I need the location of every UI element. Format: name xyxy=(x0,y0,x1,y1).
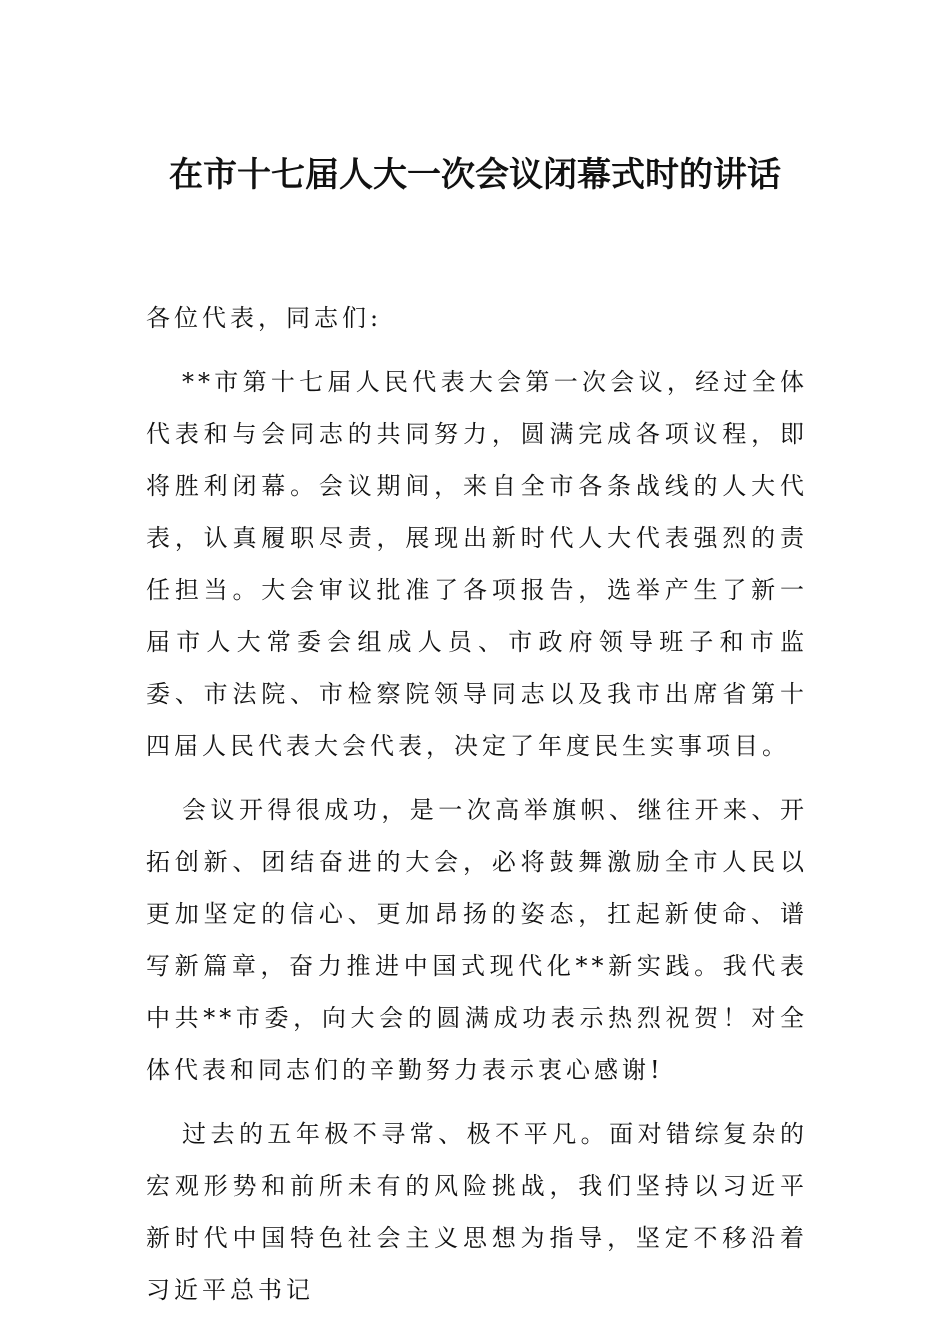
salutation: 各位代表，同志们: xyxy=(146,304,383,332)
paragraph-1: **市第十七届人民代表大会第一次会议，经过全体代表和与会同志的共同努力，圆满完成各项议程，即将胜利闭幕。会议期间，来自全市各条战线的人大代表，认真履职尽责，展现出新时代人大代表强烈的责任担当。大会审议批准了各项报告，选举产生了新一届市人大常委会组成人员、市政府领导班子和市监委、市法院、市检察院领导同志以及我市出席省第十四届人民代表大会代表，决定了年度民生实事项目。 xyxy=(146,368,808,760)
paragraph-3: 过去的五年极不寻常、极不平凡。面对错综复杂的宏观形势和前所未有的风险挑战，我们坚持以习近平新时代中国特色社会主义思想为指导，坚定不移沿着习近平总书记 xyxy=(146,1120,808,1304)
document-body xyxy=(146,292,808,1328)
document-title: 在市十七届人大一次会议闭幕式时的讲话 xyxy=(169,155,781,195)
paragraph-2: 会议开得很成功，是一次高举旗帜、继往开来、开拓创新、团结奋进的大会，必将鼓舞激励全市人民以更加坚定的信心、更加昂扬的姿态，扛起新使命、谱写新篇章，奋力推进中国式现代化**新实践。我代表中共**市委，向大会的圆满成功表示热烈祝贺！对全体代表和同志们的辛勤努力表示衷心感谢! xyxy=(146,796,808,1084)
